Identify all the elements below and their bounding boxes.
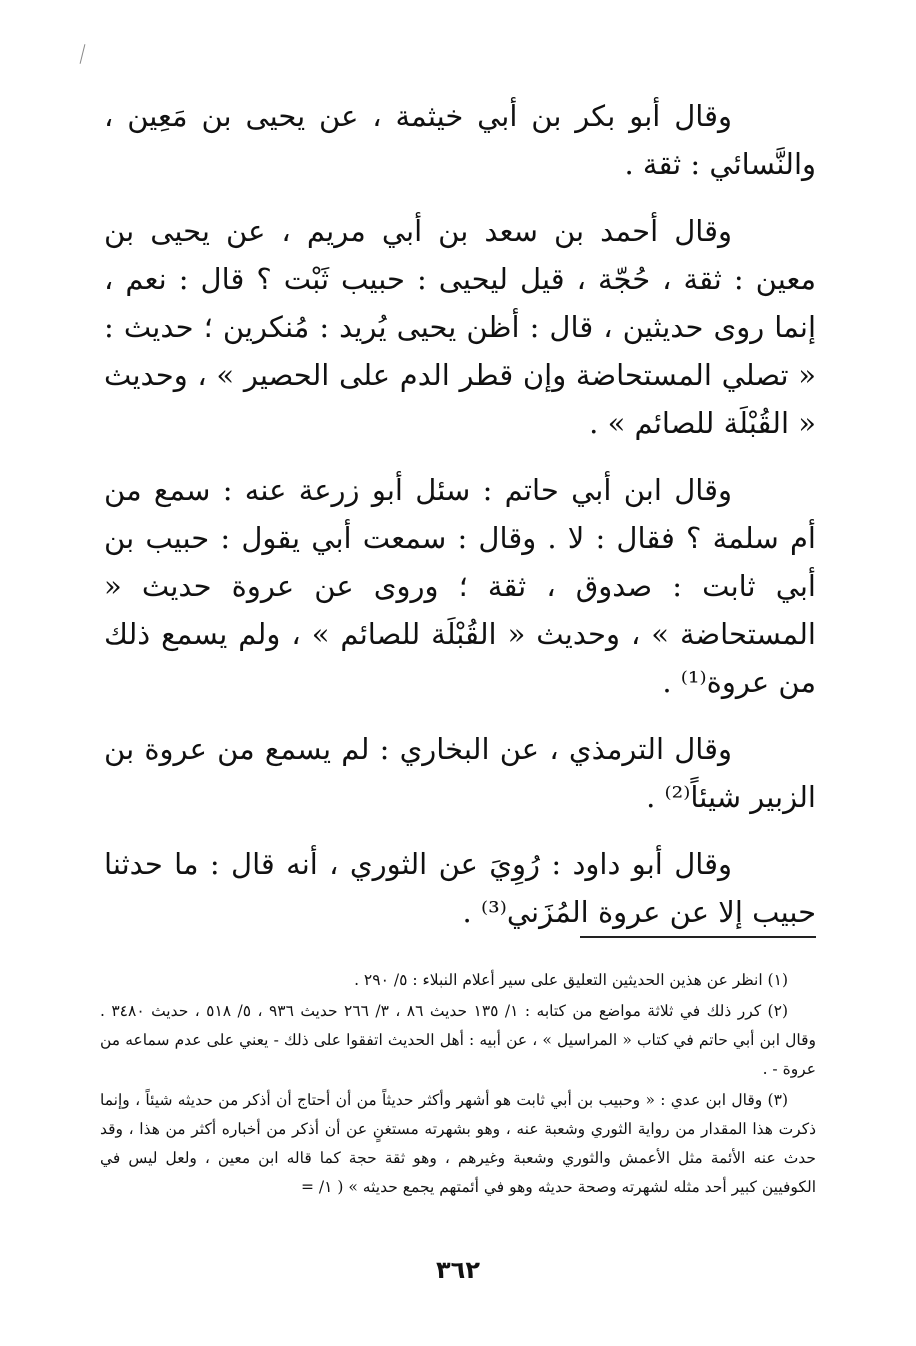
footnotes: [100, 966, 816, 1204]
paragraph-2: [104, 207, 816, 447]
paragraph-4-text: وقال الترمذي ، عن البخاري : لم يسمع من عروة بن الزبير شيئاً⁽²⁾ .: [104, 732, 816, 814]
paragraph-3: [104, 466, 816, 706]
footnote-1: [100, 966, 816, 995]
paragraph-2-text: وقال أحمد بن سعد بن أبي مريم ، عن يحيى بن معين : ثقة ، حُجّة ، قيل ليحيى : حبيب ثَبْت ؟ قال : نعم ، إنما روى حديثين ، قال : أظن يحيى يُريد : مُنكرين ؛ حديث : « تصلي المستحاضة وإن قطر الدم على الحصير » ، وحديث « القُبْلَة للصائم » .: [104, 214, 816, 440]
paragraph-1: [104, 92, 816, 188]
paragraph-5: [104, 840, 816, 936]
footnote-3: [100, 1086, 816, 1202]
footnote-2: [100, 997, 816, 1084]
paragraph-3-text: وقال ابن أبي حاتم : سئل أبو زرعة عنه : سمع من أم سلمة ؟ فقال : لا . وقال : سمعت أبي يقول : حبيب بن أبي ثابت : صدوق ، ثقة ؛ وروى عن عروة حديث « المستحاضة » ، وحديث « القُبْلَة للصائم » ، ولم يسمع ذلك من عروة⁽¹⁾ .: [104, 473, 816, 699]
paragraph-1-text: وقال أبو بكر بن أبي خيثمة ، عن يحيى بن مَعِين ، والنَّسائي : ثقة .: [104, 99, 816, 181]
paragraph-5-text: وقال أبو داود : رُوِيَ عن الثوري ، أنه قال : ما حدثنا حبيب إلا عن عروة المُزَني⁽³⁾ .: [104, 847, 816, 929]
main-text: [104, 92, 816, 955]
margin-mark: [80, 44, 86, 64]
footnote-2-text: (٢) كرر ذلك في ثلاثة مواضع من كتابه : ١/ ١٣٥ حديث ٨٦ ، ٣/ ٢٦٦ حديث ٩٣٦ ، ٥/ ٥١٨ ، حديث ٣٤٨٠ . وقال ابن أبي حاتم في كتاب « المراسيل » ، عن أبيه : أهل الحديث اتفقوا على ذلك - يعني على عدم سماعه من عروة - .: [100, 1002, 816, 1078]
footnote-3-text: (٣) وقال ابن عدي : « وحبيب بن أبي ثابت هو أشهر وأكثر حديثاً من أن أحتاج أن أذكر من حديثه شيئاً ، وإنما ذكرت هذا المقدار من رواية الثوري وشعبة عنه ، وهو بشهرته مستغنٍ عن أن أذكر من أخباره أكثر من هذا ، وقد حدث عنه الأئمة مثل الأعمش والثوري وشعبة وغيرهم ، وهو ثقة حجة كما قاله ابن معين ، ولعل ليس في الكوفيين كبير أحد مثله لشهرته وصحة حديثه وهو في أئمتهم يجمع حديثه » ( ١/ =: [100, 1091, 816, 1196]
footnote-1-text: (١) انظر عن هذين الحديثين التعليق على سير أعلام النبلاء : ٥/ ٢٩٠ .: [354, 971, 788, 989]
paragraph-4: [104, 725, 816, 821]
page-number: ٣٦٢: [436, 1256, 480, 1284]
footnote-separator: [580, 936, 816, 938]
